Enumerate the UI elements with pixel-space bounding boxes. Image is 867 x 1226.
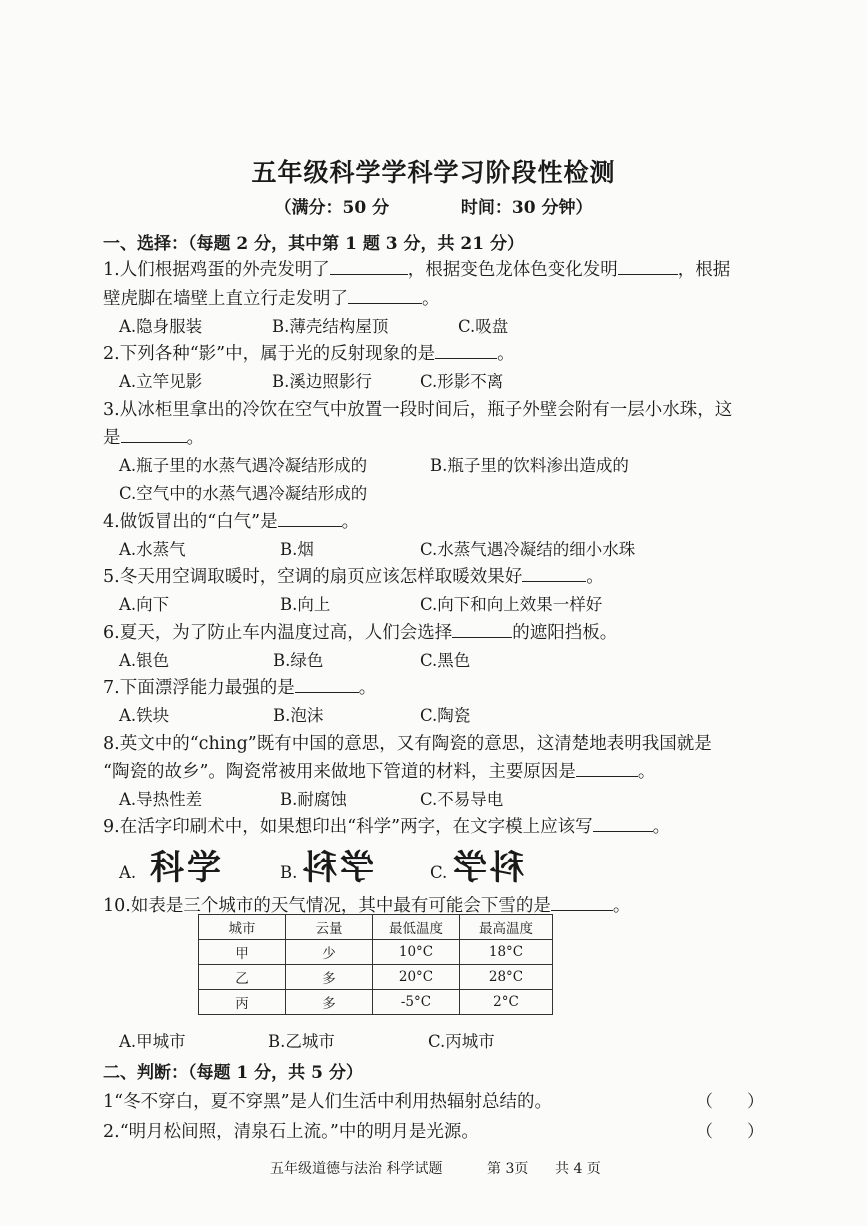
table-cell: 多: [286, 965, 373, 990]
judge-question-2: 2.“明月松间照，清泉石上流。”中的明月是光源。: [103, 1122, 479, 1142]
table-cell: 甲: [199, 940, 286, 965]
table-row: [199, 990, 553, 1015]
table-row: [199, 965, 553, 990]
answer-blank[interactable]: [330, 257, 408, 275]
question-text: 。: [186, 428, 204, 448]
section-heading-choice: 一、选择：（每题 2 分，其中第 1 题 3 分，共 21 分）: [103, 234, 524, 254]
question-5: [103, 563, 604, 588]
question-1-line-2: [103, 285, 440, 310]
option-a: A.银色: [119, 651, 170, 670]
question-text: ，根据: [677, 260, 731, 280]
question-7: [103, 674, 376, 699]
option-a: A.立竿见影: [119, 372, 203, 391]
question-3-line-1: 3.从冰柜里拿出的冷饮在空气中放置一段时间后，瓶子外壁会附有一层小水珠，这: [103, 400, 733, 420]
footer-subject: 五年级道德与法治 科学试题: [270, 1161, 443, 1177]
option-c: C.: [430, 863, 448, 882]
table-header-row: [199, 915, 553, 940]
question-text: 是: [103, 428, 121, 448]
table-cell: 少: [286, 940, 373, 965]
option-a: A.铁块: [119, 706, 170, 725]
question-text: 的遮阳挡板。: [512, 623, 618, 643]
question-text: 5.冬天用空调取暖时，空调的扇页应该怎样取暖效果好: [103, 567, 523, 587]
option-a: A.导热性差: [119, 790, 203, 809]
answer-blank[interactable]: [121, 425, 187, 443]
option-b: B.烟: [280, 540, 314, 559]
judge-question-1: 1“冬不穿白，夏不穿黑”是人们生活中利用热辐射总结的。: [103, 1092, 553, 1112]
question-text: 7.下面漂浮能力最强的是: [103, 678, 295, 698]
question-9: [103, 813, 670, 838]
table-cell: 18°C: [460, 940, 553, 965]
question-text: ，根据变色龙体色变化发明: [407, 260, 618, 280]
option-b: B.: [280, 863, 298, 882]
answer-blank[interactable]: [618, 257, 678, 275]
question-3-line-2: [103, 424, 204, 449]
option-b: B.薄壳结构屋顶: [272, 317, 389, 336]
option-b: B.耐腐蚀: [280, 790, 347, 809]
question-text: 4.做饭冒出的“白气”是: [103, 512, 278, 532]
option-c: C.黑色: [420, 651, 471, 670]
question-text: 。: [652, 817, 671, 837]
option-a: A.甲城市: [119, 1032, 186, 1051]
answer-parentheses[interactable]: （ ）: [696, 1092, 764, 1112]
exam-title: 五年级科学学科学习阶段性检测: [251, 158, 616, 187]
option-c: C.丙城市: [428, 1032, 495, 1051]
table-cell: 丙: [199, 990, 286, 1015]
answer-blank[interactable]: [452, 620, 512, 638]
question-text: 。: [497, 344, 515, 364]
question-text: 。: [358, 678, 377, 698]
option-a: A.瓶子里的水蒸气遇冷凝结形成的: [119, 456, 368, 475]
table-header-cell: 城市: [199, 915, 286, 940]
option-c: C.形影不离: [420, 372, 504, 391]
exam-subtitle: [0, 193, 867, 218]
question-2: [103, 340, 515, 365]
answer-blank[interactable]: [435, 341, 497, 359]
option-c: C.吸盘: [458, 317, 509, 336]
full-marks: （满分：50 分: [274, 198, 390, 218]
question-text: 。: [422, 289, 440, 309]
answer-blank[interactable]: [522, 564, 586, 582]
option-a: A.: [119, 863, 137, 882]
answer-blank[interactable]: [593, 814, 653, 832]
table-cell: 多: [286, 990, 373, 1015]
option-c: C.不易导电: [420, 790, 504, 809]
table-cell: -5°C: [373, 990, 460, 1015]
question-6: [103, 619, 617, 644]
answer-parentheses[interactable]: （ ）: [696, 1122, 764, 1142]
option-c: C.水蒸气遇冷凝结的细小水珠: [420, 540, 636, 559]
time-limit: 时间：30 分钟）: [460, 198, 593, 218]
option-b: B.瓶子里的饮料渗出造成的: [430, 456, 629, 475]
option-c: C.陶瓷: [420, 706, 471, 725]
question-text: “陶瓷的故乡”。陶瓷常被用来做地下管道的材料，主要原因是: [103, 762, 576, 782]
table-row: [199, 940, 553, 965]
option-a: A.水蒸气: [119, 540, 186, 559]
question-text: 。: [586, 567, 604, 587]
answer-blank[interactable]: [576, 759, 638, 777]
option-a: A.向下: [119, 595, 170, 614]
question-text: 。: [612, 896, 631, 916]
option-b: B.乙城市: [268, 1032, 335, 1051]
table-cell: 20°C: [373, 965, 460, 990]
question-4: [103, 508, 359, 533]
footer-total: 共 4 页: [555, 1161, 601, 1177]
option-b: B.溪边照影行: [272, 372, 372, 391]
option-b: B.泡沫: [273, 706, 324, 725]
question-text: 壁虎脚在墙壁上直立行走发明了: [103, 289, 348, 309]
option-b: B.绿色: [273, 651, 324, 670]
table-header-cell: 云量: [286, 915, 373, 940]
question-1-line-1: [103, 256, 730, 281]
option-c: C.空气中的水蒸气遇冷凝结形成的: [119, 484, 368, 503]
glyph-image-c: 科学: [450, 848, 524, 888]
option-a: A.隐身服装: [119, 317, 203, 336]
question-text: 9.在活字印刷术中，如果想印出“科学”两字，在文字模上应该写: [103, 817, 593, 837]
footer-page: 第 3页: [487, 1161, 529, 1177]
glyph-image-b: 学科: [300, 848, 374, 888]
answer-blank[interactable]: [551, 893, 613, 911]
question-text: 。: [341, 512, 360, 532]
question-8-line-1: 8.英文中的“ching”既有中国的意思，又有陶瓷的意思，这清楚地表明我国就是: [103, 734, 712, 754]
option-b: B.向上: [280, 595, 331, 614]
glyph-image-a: 科学: [150, 848, 224, 888]
question-text: 1.人们根据鸡蛋的外壳发明了: [103, 260, 330, 280]
answer-blank[interactable]: [278, 509, 342, 527]
question-text: 6.夏天，为了防止车内温度过高，人们会选择: [103, 623, 453, 643]
table-header-cell: 最高温度: [460, 915, 553, 940]
weather-table: [198, 914, 553, 1015]
question-text: 2.下列各种“影”中，属于光的反射现象的是: [103, 344, 436, 364]
question-text: 。: [637, 762, 656, 782]
option-c: C.向下和向上效果一样好: [420, 595, 603, 614]
table-cell: 10°C: [373, 940, 460, 965]
table-header-cell: 最低温度: [373, 915, 460, 940]
table-cell: 2°C: [460, 990, 553, 1015]
answer-blank[interactable]: [348, 286, 422, 304]
table-cell: 乙: [199, 965, 286, 990]
question-8-line-2: [103, 758, 655, 783]
question-text: 10.如表是三个城市的天气情况，其中最有可能会下雪的是: [103, 896, 551, 916]
section-heading-judge: 二、判断：（每题 1 分，共 5 分）: [103, 1063, 363, 1083]
answer-blank[interactable]: [295, 675, 359, 693]
table-cell: 28°C: [460, 965, 553, 990]
